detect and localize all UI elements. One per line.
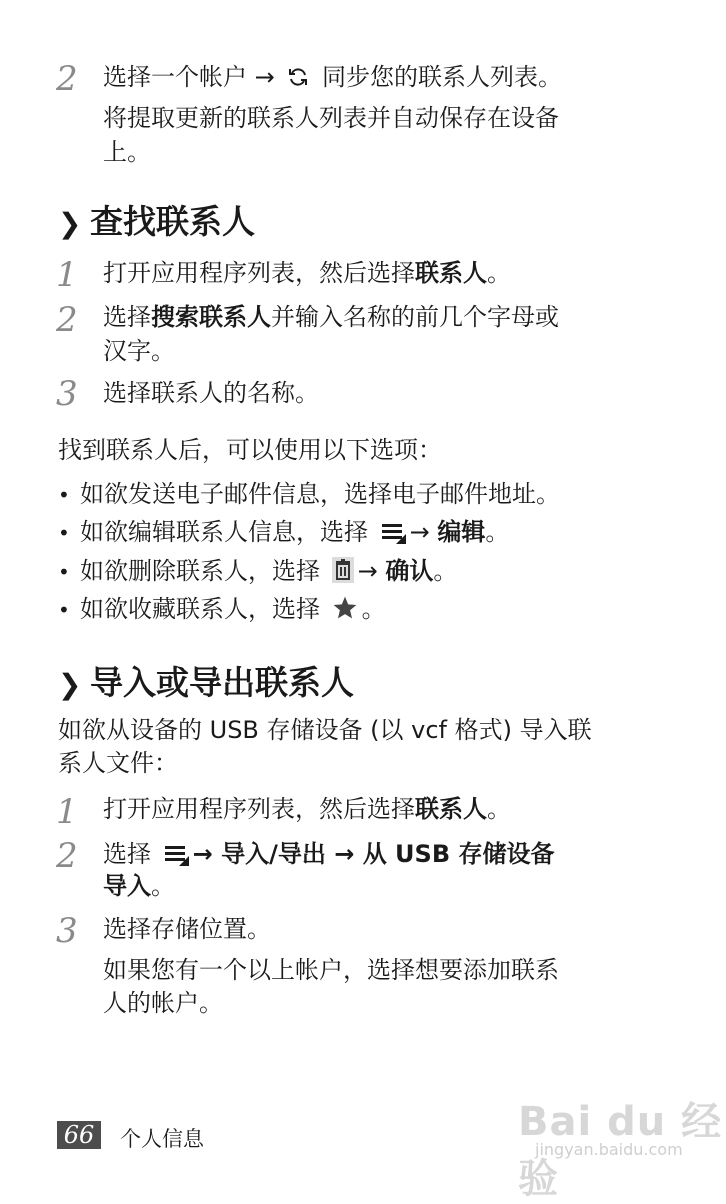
step-number: 2 [56, 59, 78, 99]
step-number: 1 [56, 255, 78, 295]
step-text-part: 选择 [103, 303, 151, 331]
step-bold: 联系人 [415, 795, 487, 823]
step-text-part: 选择 [103, 840, 151, 868]
bullet-item [58, 477, 560, 512]
watermark-url: jingyan.baidu.com [535, 1140, 683, 1159]
trash-icon [332, 557, 354, 583]
step-bold: 导入 [103, 872, 151, 900]
bullet-bold: 编辑 [437, 518, 486, 546]
menu-icon [380, 520, 406, 544]
step-text-part: 。 [487, 259, 511, 287]
step-text [103, 869, 175, 903]
step-number: 2 [56, 836, 78, 876]
bullet-text: 如欲编辑联系人信息，选择 [80, 518, 368, 546]
bullet-dot-icon: • [58, 483, 70, 507]
bullet-text: 。 [361, 595, 386, 623]
bullet-item [58, 515, 509, 550]
bullet-item [58, 554, 457, 589]
step-text-part: 选择一个帐户 → [103, 63, 275, 91]
bullet-text: 。 [485, 518, 510, 546]
step-text: 选择联系人的名称。 [103, 379, 319, 407]
section-title: 导入或导出联系人 [90, 663, 354, 702]
section-heading [58, 202, 255, 244]
bullet-item [58, 592, 386, 627]
bullet-dot-icon: • [58, 560, 70, 584]
bullet-text: 如欲收藏联系人，选择 [80, 595, 320, 623]
bullet-bold: 确认 [385, 557, 434, 585]
step-text [103, 60, 562, 94]
step-note: 如果您有一个以上帐户，选择想要添加联系 [103, 956, 559, 984]
section-heading [58, 663, 354, 705]
step-number: 3 [56, 911, 78, 951]
step-bold: → 导入/导出 → 从 USB 存储设备 [192, 840, 555, 868]
bullet-text: 。 [433, 557, 458, 585]
page-number: 66 [57, 1121, 101, 1149]
star-icon [332, 595, 358, 621]
step-text [103, 837, 554, 871]
footer-label: 个人信息 [120, 1127, 204, 1151]
intro-text: 找到联系人后，可以使用以下选项： [58, 436, 442, 464]
intro-text: 如欲从设备的 USB 存储设备 (以 vcf 格式) 导入联 [58, 716, 592, 744]
step-text-part: 并输入名称的前几个字母或 [271, 303, 559, 331]
arrow-text: → [409, 518, 430, 546]
step-text [103, 792, 511, 826]
step-text: 选择存储位置。 [103, 915, 271, 943]
bullet-dot-icon: • [58, 521, 70, 545]
bullet-text: 如欲发送电子邮件信息，选择电子邮件地址。 [80, 480, 560, 508]
step-text-part: 同步您的联系人列表。 [322, 63, 563, 91]
bullet-text: 如欲删除联系人，选择 [80, 557, 320, 585]
step-text-part: 打开应用程序列表，然后选择 [103, 795, 415, 823]
step-number: 3 [56, 374, 78, 414]
step-text [103, 256, 511, 290]
bullet-dot-icon: • [58, 598, 70, 622]
step-text-part: 打开应用程序列表，然后选择 [103, 259, 415, 287]
arrow-text: → [357, 557, 378, 585]
chevron-right-icon: ❯ [58, 668, 82, 701]
step-note: 将提取更新的联系人列表并自动保存在设备 [103, 104, 559, 132]
step-bold: 搜索联系人 [151, 303, 271, 331]
watermark-logo: Bai du 经验 [518, 1099, 723, 1202]
step-note: 上。 [103, 138, 151, 166]
menu-icon [163, 842, 189, 866]
step-text-part: 。 [487, 795, 511, 823]
step-note: 人的帐户。 [103, 989, 223, 1017]
section-title: 查找联系人 [90, 202, 255, 241]
step-bold: 联系人 [415, 259, 487, 287]
step-text: 汉字。 [103, 337, 175, 365]
chevron-right-icon: ❯ [58, 207, 82, 240]
step-text-part: 。 [151, 872, 175, 900]
sync-icon [286, 65, 310, 89]
step-number: 2 [56, 300, 78, 340]
step-text [103, 300, 559, 334]
step-number: 1 [56, 792, 78, 832]
intro-text: 系人文件： [58, 749, 178, 777]
